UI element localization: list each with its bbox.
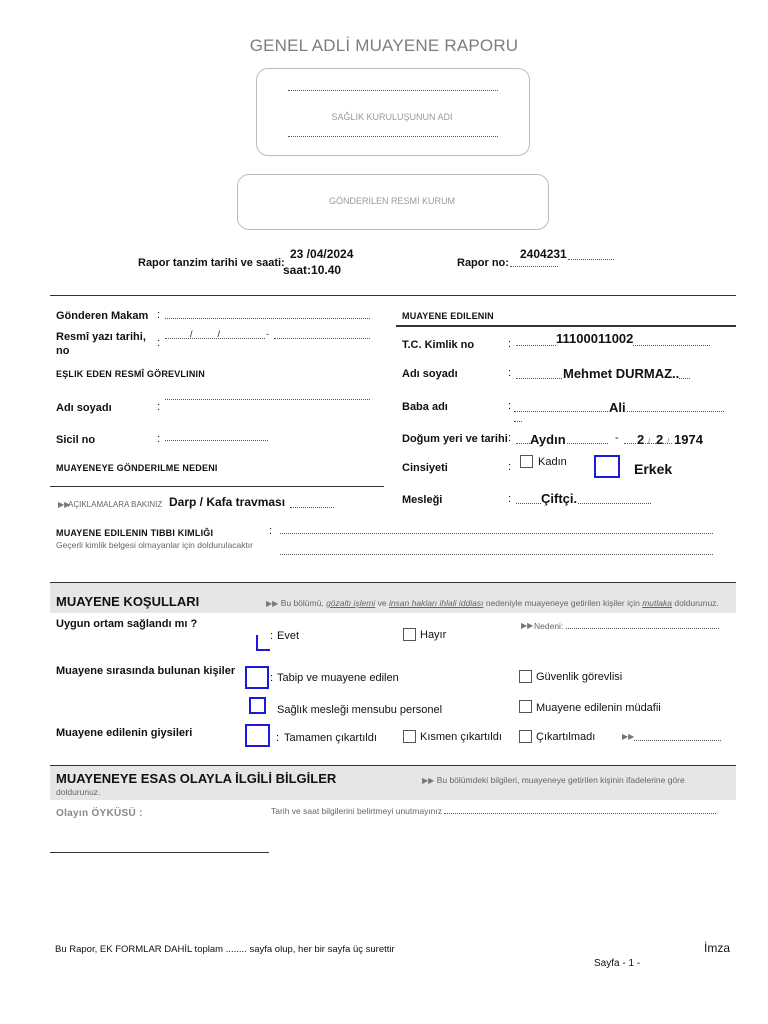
incident-history-label (56, 808, 143, 819)
report-date-value: 23 /04/2024 (290, 247, 354, 261)
birth-dash: - (615, 432, 619, 444)
incident-note (422, 775, 685, 785)
examinee-name-value: Mehmet DURMAZ.. (563, 366, 680, 381)
colon: : (157, 337, 161, 349)
gender-male-checkbox[interactable] (594, 455, 620, 478)
examinee-name-label: Adı soyadı (402, 368, 458, 380)
birth-label: Doğum yeri ve tarihi (402, 433, 508, 445)
incident-heading: MUAYENEYE ESAS OLAYLA İLGİLİ BİLGİLER (56, 771, 337, 786)
gender-female-label: Kadın (538, 456, 567, 468)
official-letter-date-dots (165, 338, 265, 339)
birth-day: 2 (637, 432, 645, 447)
arrow-icon: ▶▶ (58, 500, 71, 509)
arrow-icon: ▶▶ (622, 732, 635, 741)
gender-label: Cinsiyeti (402, 462, 448, 474)
explanation-hint: AÇIKLAMALARA BAKINIZ (68, 500, 163, 509)
report-no-label: Rapor no: (457, 257, 509, 269)
section-divider (50, 295, 736, 296)
escort-name-dots-top (165, 399, 370, 400)
report-no-value: 2404231 (520, 247, 567, 261)
date-slash: / (667, 437, 670, 446)
colon: : (508, 338, 512, 350)
q1-yes-label: Evet (277, 630, 300, 642)
colon: : (157, 401, 161, 413)
official-letter-date-slashes: / / (190, 329, 221, 339)
report-no-dots2 (510, 266, 558, 267)
q1-reason-dots (566, 628, 719, 629)
incident-note-text: Bu bölümdeki bilgileri, muayeneye getirilen kişinin ifadelerine göre (436, 775, 685, 785)
birth-place-value: Aydın (530, 432, 566, 447)
q3-other-dots (634, 740, 721, 741)
birth-year: 1974 (674, 432, 703, 447)
q2-health-staff-checkbox[interactable] (249, 697, 266, 714)
incident-note-2: doldurunuz. (56, 787, 101, 797)
conditions-note (266, 598, 719, 608)
official-letter-dash: - (266, 329, 269, 339)
referral-reason-heading: MUAYENEYE GÖNDERILME NEDENI (56, 463, 218, 473)
official-letter-label: Resmî yazı tarihi, (56, 331, 146, 343)
note-custody: gözaltı işlemi (326, 598, 376, 608)
institution-dots-bottom (288, 136, 498, 137)
incident-history-dots (444, 813, 716, 814)
tc-id-label: T.C. Kimlik no (402, 339, 475, 351)
note-and: ve (377, 598, 387, 608)
occupation-value: Çiftçi. (541, 491, 578, 506)
q2-security-checkbox[interactable] (519, 670, 532, 683)
colon: : (508, 432, 512, 444)
father-name-label: Baba adı (402, 401, 448, 413)
q3-not-removed-label: Çıkartılmadı (536, 731, 596, 743)
official-letter-label-no: no (56, 345, 70, 357)
referral-reason-value: Darp / Kafa travması (169, 495, 286, 509)
q-suitable-environment: Uygun ortam sağlandı mı ? (56, 618, 198, 630)
sender-authority-dots (165, 318, 370, 319)
colon: : (269, 525, 273, 537)
occupation-label: Mesleği (402, 494, 443, 506)
escort-name-label: Adı soyadı (56, 402, 112, 414)
colon: : (508, 461, 512, 473)
institution-dots-top (288, 90, 498, 91)
report-time-value: saat:10.40 (283, 263, 342, 277)
date-slash: / (648, 437, 651, 446)
footer-pages-text: Bu Rapor, EK FORMLAR DAHİL toplam ........ sayfa olup, her bir sayfa üç surettir (55, 944, 395, 955)
colon: : (270, 630, 274, 642)
page-number: Sayfa - 1 - (594, 958, 641, 969)
colon: : (157, 309, 161, 321)
q1-yes-checkbox[interactable] (256, 635, 270, 651)
sender-placeholder: GÖNDERİLEN RESMİ KURUM (328, 196, 455, 206)
birth-month: 2 (656, 432, 664, 447)
colon: : (508, 493, 512, 505)
q-clothing: Muayene edilenin giysileri (56, 727, 193, 739)
q2-health-staff-label: Sağlık mesleği mensubu personel (277, 704, 443, 716)
arrow-icon: ▶▶ (422, 776, 435, 785)
colon: : (508, 367, 512, 379)
q2-doctor-label: Tabip ve muayene edilen (277, 672, 399, 684)
report-no-dots (568, 259, 614, 260)
medical-id-note: Geçerli kimlik belgesi olmayanlar için doldurulacaktır (56, 540, 253, 550)
colon: : (508, 400, 512, 412)
examinee-heading-line (396, 325, 736, 327)
conditions-heading: MUAYENE KOŞULLARI (56, 594, 200, 609)
page-title: GENEL ADLİ MUAYENE RAPORU (249, 36, 519, 55)
report-date-label: Rapor tanzim tarihi ve saati: (138, 257, 285, 269)
q1-no-label: Hayır (420, 629, 447, 641)
q3-fully-label: Tamamen çıkartıldı (284, 732, 377, 744)
medical-id-dots1 (280, 533, 713, 534)
occupation-dots (516, 503, 651, 504)
medical-id-dots2 (280, 554, 713, 555)
note-human-rights: insan hakları ihlali iddiası (388, 598, 484, 608)
q2-lawyer-checkbox[interactable] (519, 700, 532, 713)
referral-reason-dots (290, 507, 334, 508)
sender-authority-label: Gönderen Makam (56, 310, 149, 322)
official-letter-no-dots (274, 338, 370, 339)
escort-heading: EŞLIK EDEN RESMÎ GÖREVLININ (56, 369, 205, 379)
q3-partially-checkbox[interactable] (403, 730, 416, 743)
institution-placeholder: SAĞLIK KURULUŞUNUN ADI (331, 112, 453, 122)
note-end: doldurunuz. (674, 598, 719, 608)
signature-label: İmza (704, 941, 731, 955)
gender-male-label: Erkek (634, 461, 673, 477)
q-persons-present: Muayene sırasında bulunan kişiler (56, 665, 236, 677)
colon: : (157, 433, 161, 445)
tc-id-value: 11100011002 (556, 331, 634, 346)
q1-reason-label: Nedeni: (534, 621, 564, 631)
registry-no-label: Sicil no (56, 434, 96, 446)
q3-not-removed-checkbox[interactable] (519, 730, 532, 743)
father-name-dots2 (514, 421, 522, 422)
examinee-heading: MUAYENE EDILENIN (402, 311, 494, 321)
q3-partially-label: Kısmen çıkartıldı (420, 731, 502, 743)
q1-no-checkbox[interactable] (403, 628, 416, 641)
gender-female-checkbox[interactable] (520, 455, 533, 468)
incident-history-text: Olayın ÖYKÜSÜ : (56, 808, 143, 819)
incident-history-note: Tarih ve saat bilgilerini belirtmeyi unutmayınız (271, 806, 443, 816)
incident-history-line (50, 852, 269, 853)
q2-lawyer-label: Muayene edilenin müdafii (536, 702, 661, 714)
colon: : (270, 672, 274, 684)
note-prefix: Bu bölümü, (280, 598, 324, 608)
note-mandatory: mutlaka (642, 598, 672, 608)
registry-no-dots (165, 440, 268, 441)
note-mid: nedeniyle muayeneye getirilen kişiler için (485, 598, 640, 608)
medical-id-heading: MUAYENE EDILENIN TIBBI KIMLIĞI (56, 528, 214, 538)
q2-security-label: Güvenlik görevlisi (536, 671, 623, 683)
colon: : (276, 732, 280, 744)
q3-fully-checkbox[interactable] (245, 724, 270, 747)
arrow-icon: ▶▶ (521, 621, 534, 630)
q2-doctor-checkbox[interactable] (245, 666, 269, 689)
arrow-icon: ▶▶ (266, 599, 279, 608)
father-name-value: Ali (609, 400, 626, 415)
referral-reason-line (50, 486, 384, 487)
